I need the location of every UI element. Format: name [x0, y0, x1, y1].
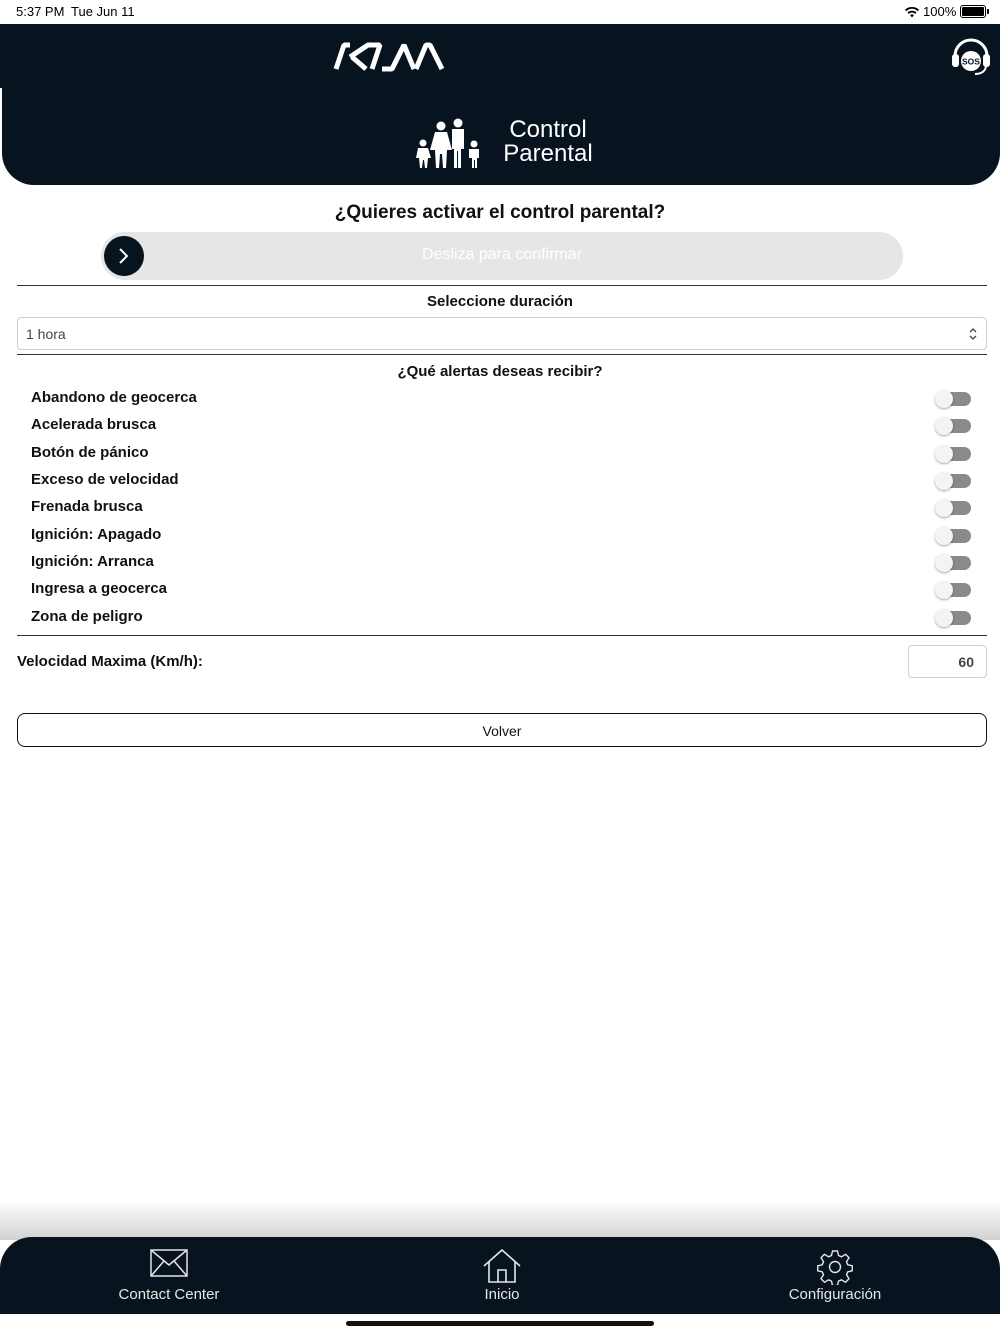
status-date: Tue Jun 11: [71, 4, 135, 19]
alert-label: Acelerada brusca: [31, 416, 157, 433]
alert-label: Ignición: Arranca: [31, 553, 154, 570]
alert-toggle[interactable]: [937, 392, 971, 406]
duration-value: 1 hora: [26, 326, 66, 342]
battery-icon: [960, 5, 986, 18]
wifi-icon: [904, 5, 920, 19]
alert-row-ignicion-arranca: [31, 548, 973, 575]
alerts-label: ¿Qué alertas deseas recibir?: [397, 363, 603, 380]
alert-label: Abandono de geocerca: [31, 389, 197, 406]
status-bar: [0, 0, 1000, 24]
app-header: [2, 24, 1000, 185]
alert-row-ingresa-geocerca: [31, 575, 973, 602]
alert-toggle[interactable]: [937, 611, 971, 625]
alert-toggle[interactable]: [937, 474, 971, 488]
alert-toggle[interactable]: [937, 556, 971, 570]
kia-logo: [332, 42, 446, 72]
max-speed-label: Velocidad Maxima (Km/h):: [17, 653, 203, 670]
alert-row-frenada-brusca: [31, 493, 973, 520]
activation-question: ¿Quieres activar el control parental?: [334, 202, 666, 223]
title-line-1: Control: [509, 116, 587, 143]
chevron-right-icon: [116, 247, 132, 265]
alert-row-zona-peligro: [31, 603, 973, 630]
headset-sos-icon: [948, 32, 994, 78]
alert-label: Ignición: Apagado: [31, 526, 162, 543]
sos-button[interactable]: [948, 32, 994, 78]
svg-text:SOS: SOS: [962, 56, 980, 67]
max-speed-input[interactable]: 60: [908, 645, 987, 678]
slider-label: Desliza para confirmar: [421, 246, 583, 263]
battery-percent: 100%: [923, 4, 957, 19]
tab-configuracion[interactable]: [735, 1237, 935, 1314]
select-arrows-icon: [968, 326, 978, 342]
alert-toggle[interactable]: [937, 583, 971, 597]
tab-contact-label: Contact Center: [118, 1286, 220, 1303]
alert-toggle[interactable]: [937, 529, 971, 543]
status-time: 5:37 PM: [16, 4, 65, 19]
alert-row-ignicion-apagado: [31, 521, 973, 548]
envelope-icon: [150, 1249, 188, 1277]
home-icon: [483, 1249, 521, 1283]
tab-inicio-label: Inicio: [484, 1286, 520, 1303]
alert-label: Zona de peligro: [31, 608, 143, 625]
tab-inicio[interactable]: [402, 1237, 602, 1314]
gear-icon: [817, 1249, 853, 1285]
tab-bar: [0, 1237, 1000, 1314]
alert-row-exceso-velocidad: [31, 466, 973, 493]
duration-label: Seleccione duración: [427, 293, 573, 310]
alert-row-boton-panico: [31, 439, 973, 466]
alert-toggle[interactable]: [937, 419, 971, 433]
alert-row-abandono-geocerca: [31, 384, 973, 411]
slider-knob[interactable]: [104, 236, 144, 276]
back-button[interactable]: Volver: [17, 713, 987, 747]
duration-select[interactable]: [17, 317, 987, 350]
alert-label: Exceso de velocidad: [31, 471, 179, 488]
confirm-slider[interactable]: [101, 232, 903, 280]
home-indicator[interactable]: [346, 1321, 654, 1326]
tab-contact-center[interactable]: [69, 1237, 269, 1314]
alert-label: Frenada brusca: [31, 498, 143, 515]
alert-label: Botón de pánico: [31, 444, 149, 461]
family-icon: [414, 118, 482, 170]
tab-bar-shadow: [0, 1200, 1000, 1240]
title-line-2: Parental: [503, 140, 593, 167]
alert-toggle[interactable]: [937, 447, 971, 461]
alert-toggle[interactable]: [937, 501, 971, 515]
alert-row-acelerada-brusca: [31, 411, 973, 438]
tab-configuracion-label: Configuración: [788, 1286, 882, 1303]
divider: [17, 285, 987, 286]
alert-label: Ingresa a geocerca: [31, 580, 167, 597]
divider: [17, 635, 987, 636]
divider: [17, 354, 987, 355]
section-title: [414, 116, 614, 172]
